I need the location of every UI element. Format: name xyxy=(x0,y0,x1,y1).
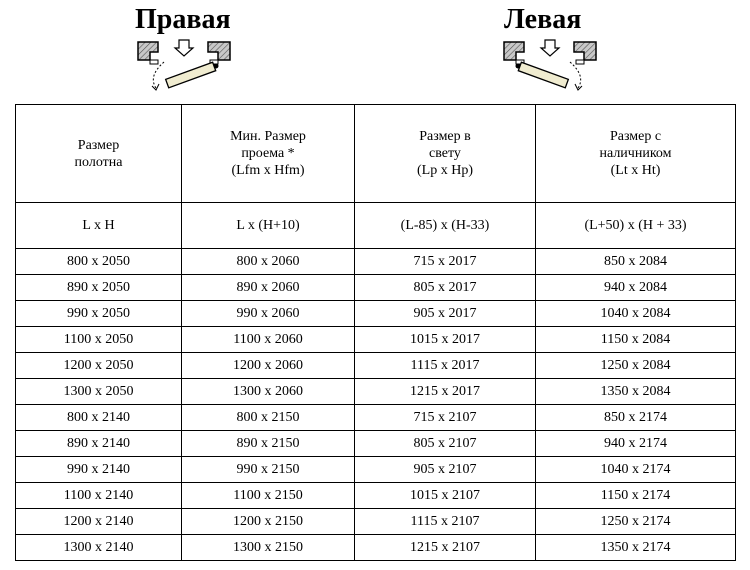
door-size-table xyxy=(15,104,736,561)
header-leaf-size xyxy=(16,105,182,203)
table-cell: 1350 x 2174 xyxy=(536,535,736,561)
table-cell: 1040 x 2174 xyxy=(536,457,736,483)
header-min-opening xyxy=(182,105,355,203)
header-text: полотна xyxy=(74,154,123,170)
header-text: Размер xyxy=(77,137,120,153)
table-row xyxy=(16,457,736,483)
table-cell: 990 x 2060 xyxy=(182,301,355,327)
table-cell: 800 x 2060 xyxy=(182,249,355,275)
table-cell: 715 x 2017 xyxy=(355,249,536,275)
table-row xyxy=(16,431,736,457)
header-text: проема * xyxy=(241,146,295,161)
table-row xyxy=(16,379,736,405)
table-row xyxy=(16,405,736,431)
table-row xyxy=(16,509,736,535)
table-row xyxy=(16,327,736,353)
formula-cell: (L+50) x (H + 33) xyxy=(536,203,736,249)
table-cell: 1300 x 2060 xyxy=(182,379,355,405)
table-cell: 1150 x 2174 xyxy=(536,483,736,509)
header-text: Размер в xyxy=(419,129,471,144)
formula-cell: L x (H+10) xyxy=(182,203,355,249)
table-cell: 1115 x 2017 xyxy=(355,353,536,379)
table-cell: 1200 x 2140 xyxy=(16,509,182,535)
table-row xyxy=(16,535,736,561)
table-cell: 715 x 2107 xyxy=(355,405,536,431)
table-cell: 940 x 2174 xyxy=(536,431,736,457)
table-cell: 1015 x 2107 xyxy=(355,483,536,509)
formula-cell: (L-85) x (H-33) xyxy=(355,203,536,249)
table-cell: 1250 x 2174 xyxy=(536,509,736,535)
table-cell: 1350 x 2084 xyxy=(536,379,736,405)
table-cell: 1115 x 2107 xyxy=(355,509,536,535)
table-cell: 805 x 2107 xyxy=(355,431,536,457)
title-right-door: Правая xyxy=(135,4,231,35)
table-cell: 990 x 2140 xyxy=(16,457,182,483)
table-cell: 1200 x 2050 xyxy=(16,353,182,379)
table-cell: 905 x 2107 xyxy=(355,457,536,483)
table-cell: 1200 x 2150 xyxy=(182,509,355,535)
table-cell: 1100 x 2060 xyxy=(182,327,355,353)
table-cell: 890 x 2050 xyxy=(16,275,182,301)
header-clear-opening xyxy=(355,105,536,203)
table-cell: 800 x 2140 xyxy=(16,405,182,431)
table-row xyxy=(16,275,736,301)
table-cell: 1250 x 2084 xyxy=(536,353,736,379)
table-header-row xyxy=(16,105,736,203)
table-cell: 1150 x 2084 xyxy=(536,327,736,353)
table-cell: 1100 x 2150 xyxy=(182,483,355,509)
table-cell: 905 x 2017 xyxy=(355,301,536,327)
table-formula-row xyxy=(16,203,736,249)
table-cell: 1300 x 2140 xyxy=(16,535,182,561)
table-cell: 1015 x 2017 xyxy=(355,327,536,353)
table-cell: 800 x 2050 xyxy=(16,249,182,275)
table-cell: 850 x 2084 xyxy=(536,249,736,275)
table-cell: 890 x 2140 xyxy=(16,431,182,457)
header-with-trim xyxy=(536,105,736,203)
table-row xyxy=(16,249,736,275)
table-cell: 1040 x 2084 xyxy=(536,301,736,327)
table-row xyxy=(16,483,736,509)
right-door-diagram-icon xyxy=(134,36,234,96)
header-text: Мин. Размер xyxy=(230,129,306,144)
left-door-diagram-icon xyxy=(500,36,600,96)
table-cell: 890 x 2060 xyxy=(182,275,355,301)
table-cell: 890 x 2150 xyxy=(182,431,355,457)
header-text: Размер с xyxy=(609,129,662,144)
table-cell: 990 x 2150 xyxy=(182,457,355,483)
header-text: (Lfm x Hfm) xyxy=(231,163,305,178)
table-cell: 1300 x 2050 xyxy=(16,379,182,405)
table-cell: 850 x 2174 xyxy=(536,405,736,431)
table-cell: 1200 x 2060 xyxy=(182,353,355,379)
table-cell: 940 x 2084 xyxy=(536,275,736,301)
header-text: наличником xyxy=(599,146,672,161)
table-cell: 800 x 2150 xyxy=(182,405,355,431)
table-cell: 1215 x 2107 xyxy=(355,535,536,561)
table-cell: 1100 x 2050 xyxy=(16,327,182,353)
header-text: (Lp x Hp) xyxy=(417,163,473,178)
table-row xyxy=(16,301,736,327)
title-left-door: Левая xyxy=(504,4,582,35)
table-cell: 1215 x 2017 xyxy=(355,379,536,405)
table-cell: 1300 x 2150 xyxy=(182,535,355,561)
header-text: свету xyxy=(429,146,461,161)
table-cell: 805 x 2017 xyxy=(355,275,536,301)
formula-cell: L x H xyxy=(16,203,182,249)
table-cell: 990 x 2050 xyxy=(16,301,182,327)
table-row xyxy=(16,353,736,379)
header-text: (Lt x Ht) xyxy=(610,163,661,178)
table-cell: 1100 x 2140 xyxy=(16,483,182,509)
